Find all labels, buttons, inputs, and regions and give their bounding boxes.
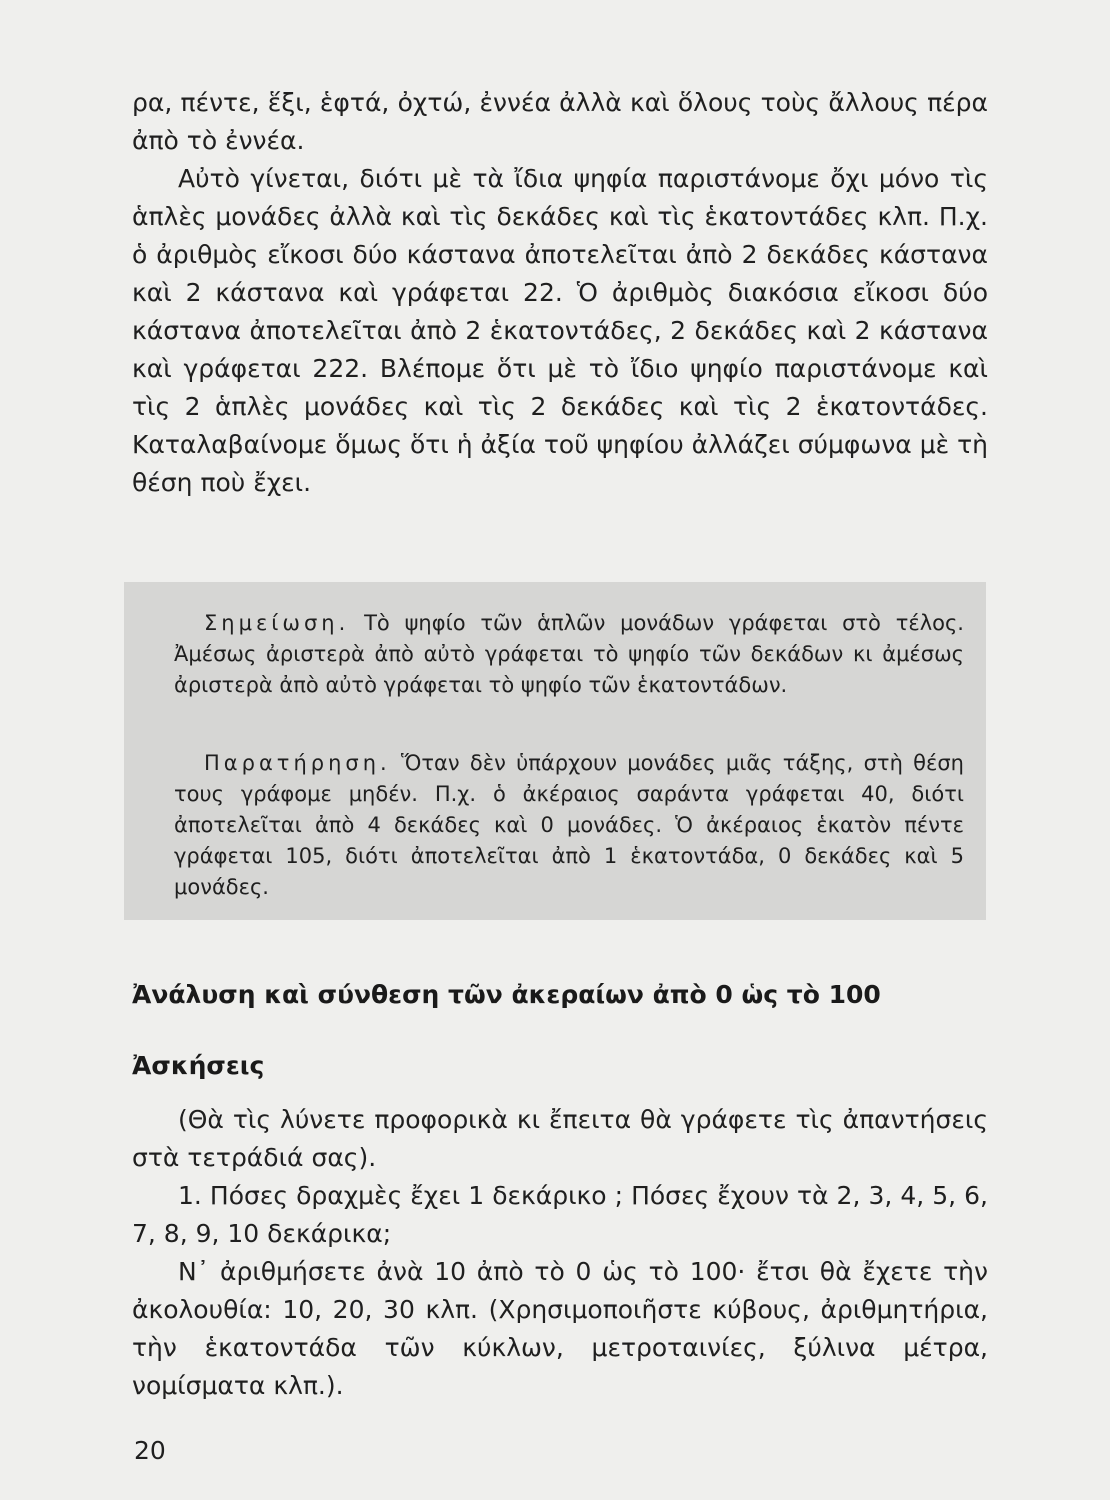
paragraph-continuation: ρα, πέντε, ἕξι, ἑφτά, ὀχτώ, ἐννέα ἀλλὰ καὶ ὅλους τοὺς ἄλλους πέρα ἀπὸ τὸ ἐννέα. — [132, 88, 988, 155]
note-box — [124, 582, 986, 920]
note-paragraph — [174, 608, 964, 701]
section-heading: Ἀνάλυση καὶ σύνθεση τῶν ἀκεραίων ἀπὸ 0 ὡς τὸ 100 — [132, 980, 881, 1009]
paragraph-place-value: Αὐτὸ γίνεται, διότι μὲ τὰ ἴδια ψηφία παριστάνομε ὄχι μόνο τὶς ἁπλὲς μονάδες ἀλλὰ καὶ τὶς δεκάδες καὶ τὶς ἑκατοντάδες κλπ. Π.χ. ὁ ἀριθμὸς εἴκοσι δύο κάστανα ἀποτελεῖται ἀπὸ 2 δεκάδες κάστανα καὶ 2 κάστανα καὶ γράφεται 22. Ὁ ἀριθμὸς διακόσια εἴκοσι δύο κάστανα ἀποτελεῖται ἀπὸ 2 ἑκατοντάδες, 2 δεκάδες καὶ 2 κάστανα καὶ γράφεται 222. Βλέπομε ὅτι μὲ τὸ ἴδιο ψηφίο παριστάνομε καὶ τὶς 2 ἁπλὲς μονάδες καὶ τὶς 2 δεκάδες καὶ τὶς 2 ἑκατοντάδες. Καταλαβαίνομε ὅμως ὅτι ἡ ἀξία τοῦ ψηφίου ἀλλάζει σύμφωνα μὲ τὴ θέση ποὺ ἔχει. — [132, 164, 988, 497]
remark-paragraph — [174, 748, 964, 903]
remark-text: Ὅταν δὲν ὑπάρχουν μονάδες μιᾶς τάξης, στὴ θέση τους γράφομε μηδέν. Π.χ. ὁ ἀκέραιος σαράντα γράφεται 40, διότι ἀποτελεῖται ἀπὸ 4 δεκάδες καὶ 0 μονάδες. Ὁ ἀκέραιος ἑκατὸν πέντε γράφεται 105, διότι ἀποτελεῖται ἀπὸ 1 ἑκατοντάδα, 0 δεκάδες καὶ 5 μονάδες. — [174, 751, 964, 899]
exercises-heading: Ἀσκήσεις — [132, 1051, 265, 1080]
exercise-item-2: Ν᾽ ἀριθμήσετε ἀνὰ 10 ἀπὸ τὸ 0 ὡς τὸ 100· ἔτσι θὰ ἔχετε τὴν ἀκολουθία: 10, 20, 30 κλπ. (Χρησιμοποιῆστε κύβους, ἀριθμητήρια, τὴν ἑκατοντάδα τῶν κύκλων, μετροταινίες, ξύλινα μέτρα, νομίσματα κλπ.). — [132, 1257, 988, 1400]
note-label: Σημείωση. — [204, 611, 350, 635]
exercise-item-1: 1. Πόσες δραχμὲς ἔχει 1 δεκάρικο ; Πόσες ἔχουν τὰ 2, 3, 4, 5, 6, 7, 8, 9, 10 δεκάρικα; — [132, 1181, 988, 1248]
exercises-intro: (Θὰ τὶς λύνετε προφορικὰ κι ἔπειτα θὰ γράφετε τὶς ἀπαντήσεις στὰ τετράδιά σας). — [132, 1105, 988, 1172]
note-text: Τὸ ψηφίο τῶν ἁπλῶν μονάδων γράφεται στὸ τέλος. Ἀμέσως ἀριστερὰ ἀπὸ αὐτὸ γράφεται τὸ ψηφίο τῶν δεκάδων κι ἀμέσως ἀριστερὰ ἀπὸ αὐτὸ γράφεται τὸ ψηφίο τῶν ἑκατοντάδων. — [174, 611, 964, 697]
remark-label: Παρατήρηση. — [204, 751, 391, 775]
page-number: 20 — [134, 1436, 166, 1465]
